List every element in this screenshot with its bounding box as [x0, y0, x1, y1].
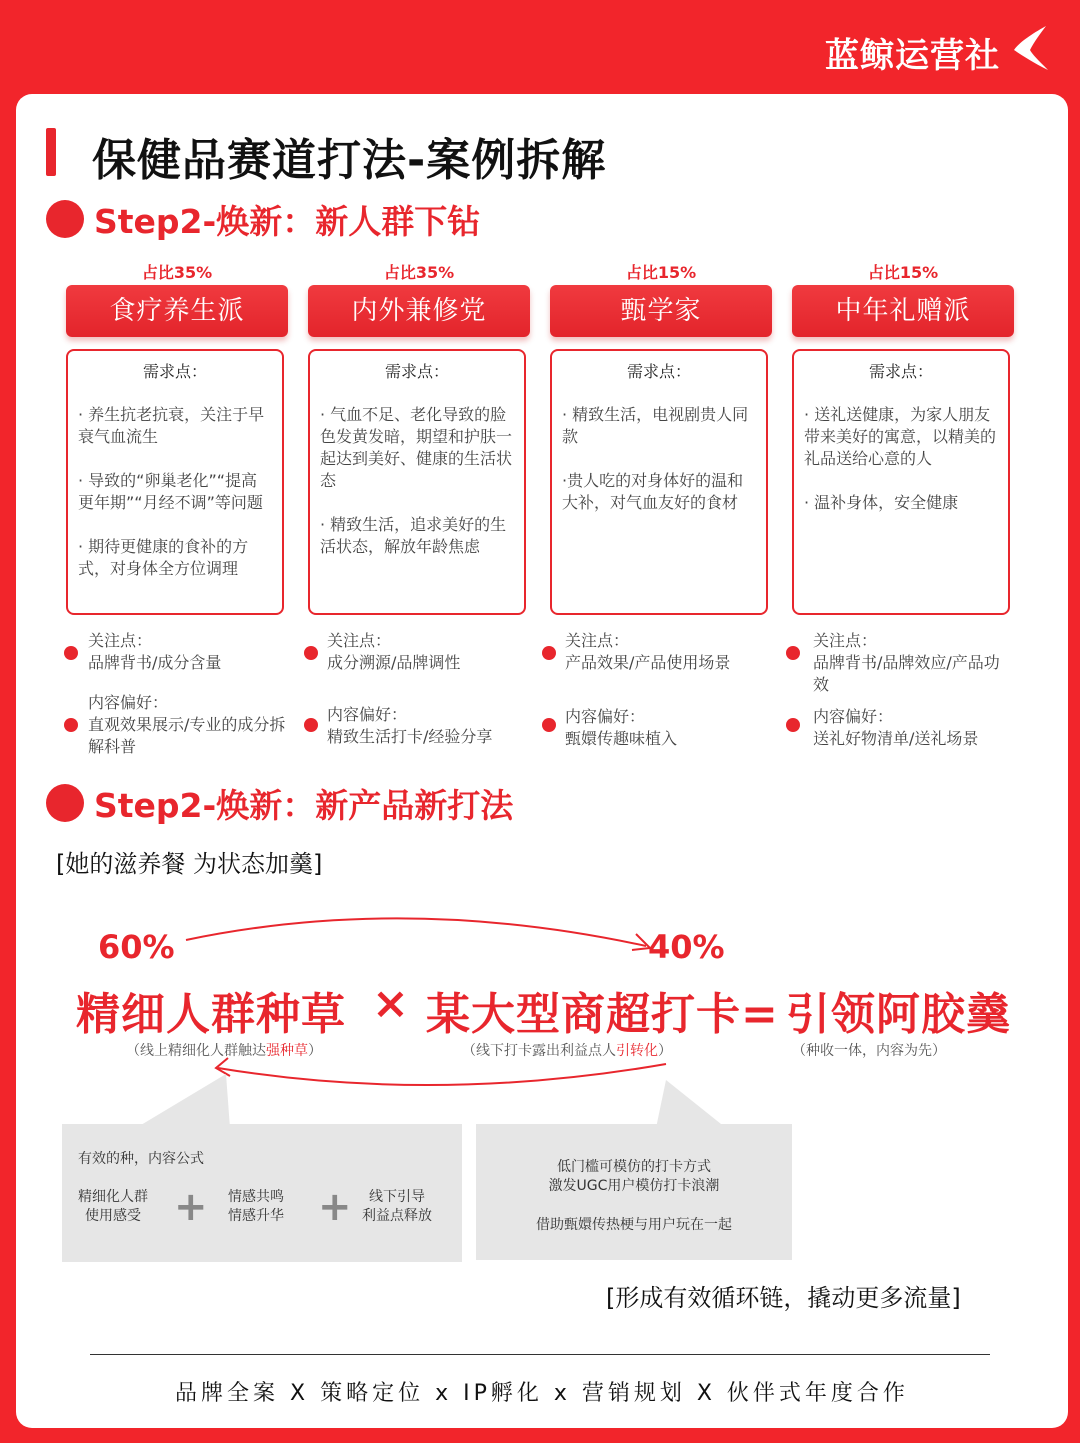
brand-name: 蓝鲸运营社	[825, 36, 1000, 76]
formula-note-2: （线下打卡露出利益点人引转化）	[462, 1043, 672, 1059]
persona-label: 中年礼赠派	[792, 285, 1014, 337]
pref-text: 内容偏好： 精致生活打卡/经验分享	[327, 705, 493, 746]
formula-note-3: （种收一体，内容为先）	[792, 1043, 946, 1059]
content-formula-panel	[62, 1124, 462, 1262]
needs-box	[550, 349, 768, 615]
top-arrow-icon	[166, 906, 686, 956]
persona-ratio: 占比35%	[141, 263, 213, 282]
conclusion: [形成有效循环链，撬动更多流量]	[606, 1284, 961, 1312]
persona-column-4	[792, 260, 1014, 615]
need-item: ·贵人吃的对身体好的温和大补，对气血友好的食材	[562, 471, 744, 512]
need-item: · 送礼送健康，为家人朋友带来美好的寓意，以精美的礼品送给心意的人	[804, 405, 997, 468]
page-title: 保健品赛道打法-案例拆解	[92, 135, 607, 186]
focus-bullet	[304, 646, 318, 660]
needs-box	[308, 349, 526, 615]
needs-box	[66, 349, 284, 615]
persona-column-3	[550, 260, 772, 615]
needs-title: 需求点：	[384, 362, 449, 381]
step2-bullet	[46, 784, 84, 822]
callout-pointer-right	[626, 1080, 736, 1128]
persona-column-1	[66, 260, 288, 615]
persona-ratio: 占比15%	[867, 263, 939, 282]
need-item: · 精致生活，追求美好的生活状态，解放年龄焦虑	[320, 515, 507, 556]
pref-bullet	[542, 718, 556, 732]
focus-bullet	[542, 646, 556, 660]
needs-title: 需求点：	[868, 362, 933, 381]
persona-ratio: 占比35%	[383, 263, 455, 282]
needs-box	[792, 349, 1010, 615]
focus-bullet	[64, 646, 78, 660]
pref-bullet	[786, 718, 800, 732]
checkin-panel	[476, 1124, 792, 1260]
need-item: · 温补身体，安全健康	[804, 493, 959, 512]
pref-text: 内容偏好： 送礼好物清单/送礼场景	[813, 707, 979, 748]
persona-ratio: 占比15%	[625, 263, 697, 282]
formula-item-1: 精细化人群 使用感受	[78, 1189, 148, 1224]
slogan: [她的滋养餐 为状态加羹]	[56, 850, 323, 878]
content-card	[16, 94, 1068, 1428]
pref-text: 内容偏好： 甄嬛传趣味植入	[565, 707, 678, 748]
formula-note-1: （线上精细化人群触达强种草）	[126, 1043, 322, 1059]
pref-bullet	[304, 718, 318, 732]
persona-label: 内外兼修党	[308, 285, 530, 337]
needs-title: 需求点：	[626, 362, 691, 381]
need-item: · 精致生活，电视剧贵人同款	[562, 405, 749, 446]
formula-times: ×	[372, 978, 410, 1029]
focus-text: 关注点： 品牌背书/成分含量	[88, 631, 222, 672]
percent-right: 40%	[648, 928, 725, 966]
need-item: · 导致的“卵巢老化”“提高更年期”“月经不调”等问题	[78, 471, 263, 512]
needs-title: 需求点：	[142, 362, 207, 381]
checkin-note: 借助甄嬛传热梗与用户玩在一起	[536, 1217, 732, 1233]
persona-label: 甄学家	[550, 285, 772, 337]
formula-item-2: 情感共鸣 情感升华	[228, 1189, 284, 1224]
footer-services: 品牌全案 X 策略定位 x IP孵化 x 营销规划 X 伙伴式年度合作	[175, 1381, 909, 1406]
formula-part2: 某大型商超打卡=	[426, 989, 779, 1040]
whale-logo-icon	[1008, 22, 1052, 74]
step1-heading: Step2-焕新：新人群下钻	[94, 202, 481, 241]
need-item: · 养生抗老抗衰，关注于早衰气血流生	[78, 405, 265, 446]
title-accent-bar	[46, 128, 56, 176]
need-item: · 期待更健康的食补的方式，对身体全方位调理	[78, 537, 249, 578]
callout-pointer-left	[116, 1074, 246, 1128]
plus-icon: +	[318, 1184, 352, 1230]
persona-label: 食疗养生派	[66, 285, 288, 337]
focus-text: 关注点： 成分溯源/品牌调性	[327, 631, 461, 672]
focus-text: 关注点： 产品效果/产品使用场景	[565, 631, 731, 672]
pref-text: 内容偏好： 直观效果展示/专业的成分拆解科普	[88, 693, 286, 756]
focus-text: 关注点： 品牌背书/品牌效应/产品功效	[813, 631, 1000, 694]
formula-part3: 引领阿胶羹	[786, 989, 1011, 1040]
percent-left: 60%	[98, 928, 175, 966]
persona-column-2	[308, 260, 530, 615]
plus-icon: +	[174, 1184, 208, 1230]
formula-part1: 精细人群种草	[76, 989, 346, 1040]
footer-divider	[90, 1354, 990, 1355]
bottom-arrow-icon	[196, 1056, 696, 1106]
formula-item-3: 线下引导 利益点释放	[362, 1189, 432, 1224]
need-item: · 气血不足、老化导致的脸色发黄发暗，期望和护肤一起达到美好、健康的生活状态	[320, 405, 513, 490]
panel-title: 有效的种，内容公式	[78, 1151, 204, 1167]
focus-bullet	[786, 646, 800, 660]
checkin-desc: 低门槛可模仿的打卡方式 激发UGC用户模仿打卡浪潮	[548, 1159, 720, 1194]
step2-heading: Step2-焕新：新产品新打法	[94, 786, 514, 825]
step1-bullet	[46, 200, 84, 238]
pref-bullet	[64, 718, 78, 732]
